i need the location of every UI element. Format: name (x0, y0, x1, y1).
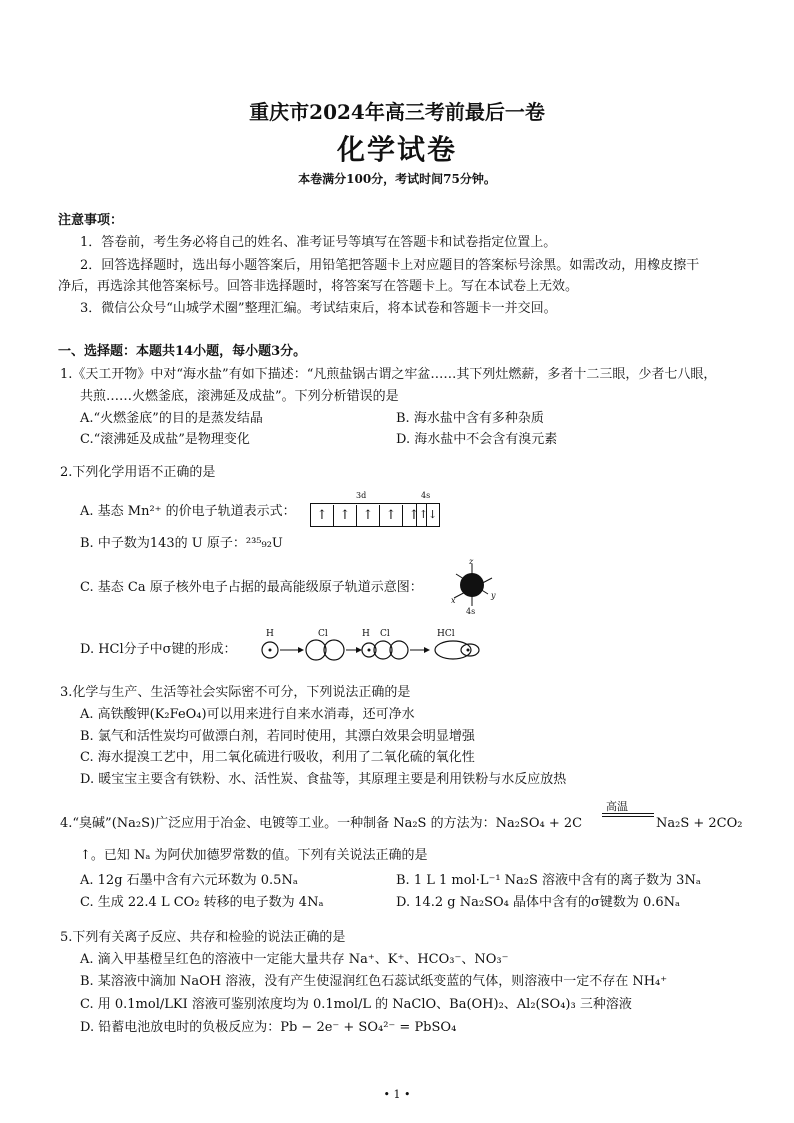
orbital-3d-1: ↑ (311, 505, 334, 527)
section-heading: 一、选择题：本题共14小题，每小题3分。 (58, 344, 307, 359)
hcl-sigma-diagram (256, 628, 496, 668)
q3-option-b: B. 氯气和活性炭均可做漂白剂，若同时使用，其漂白效果会明显增强 (80, 729, 475, 744)
q1-option-b: B. 海水盐中含有多种杂质 (396, 411, 544, 426)
q2-option-a: A. 基态 Mn²⁺ 的价电子轨道表示式： (80, 504, 296, 519)
hcl-label-h2: H (362, 629, 370, 639)
orbital-3d-3: ↑ (357, 505, 380, 527)
reaction-line-bottom (602, 816, 654, 817)
axis-y-label: y (491, 591, 496, 600)
hcl-label-cl1: Cl (318, 629, 328, 639)
q5-option-c: C. 用 0.1mol/LKI 溶液可鉴别浓度均为 0.1mol/L 的 NaClO、Ba(OH)₂、Al₂(SO₄)₃ 三种溶液 (80, 997, 632, 1012)
orbital-4s: ↑↓ (416, 503, 440, 527)
label-4s: 4s (421, 491, 431, 500)
reaction-condition: 高温 (606, 800, 628, 813)
q4-option-c: C. 生成 22.4 L CO₂ 转移的电子数为 4Nₐ (80, 895, 324, 910)
q5-option-a: A. 滴入甲基橙呈红色的溶液中一定能大量共存 Na⁺、K⁺、HCO₃⁻、NO₃⁻ (80, 952, 509, 967)
q1-option-d: D. 海水盐中不会含有溴元素 (396, 432, 558, 447)
q5-stem: 5.下列有关离子反应、共存和检验的说法正确的是 (60, 930, 346, 945)
page-number: • 1 • (383, 1088, 411, 1101)
axis-x-label: x (451, 596, 456, 605)
q2-option-d: D. HCl分子中σ键的形成： (80, 642, 237, 657)
q1-stem-cont: 共煎……火燃釜底，滚沸延及成盐”。下列分析错误的是 (80, 389, 399, 404)
reaction-line-top (602, 813, 654, 814)
q4-option-b: B. 1 L 1 mol·L⁻¹ Na₂S 溶液中含有的离子数为 3Nₐ (396, 873, 701, 888)
orbital-4s-label: 4s (466, 607, 476, 616)
q3-stem: 3.化学与生产、生活等社会实际密不可分，下列说法正确的是 (60, 685, 411, 700)
notice-item-1: 1．答卷前，考生务必将自己的姓名、准考证号等填写在答题卡和试卷指定位置上。 (80, 235, 557, 250)
q4-stem-end: Na₂S + 2CO₂ (656, 816, 743, 831)
q5-option-b: B. 某溶液中滴加 NaOH 溶液，没有产生使湿润红色石蕊试纸变蓝的气体，则溶液中一定不存在 NH₄⁺ (80, 974, 668, 989)
orbital-3d-box (310, 503, 427, 527)
notice-item-2: 2．回答选择题时，选出每小题答案后，用铅笔把答题卡上对应题目的答案标号涂黑。如需改动，用橡皮擦干 (80, 258, 700, 273)
q2-stem: 2.下列化学用语不正确的是 (60, 465, 216, 480)
q1-option-a: A.“火燃釜底”的目的是蒸发结晶 (80, 411, 263, 426)
orbital-3d-5: ↑ (408, 508, 420, 523)
q2-option-b: B. 中子数为143的 U 原子：²³⁵₉₂U (80, 536, 283, 551)
exam-title: 化学试卷 (336, 133, 457, 166)
hcl-label-h1: H (266, 629, 274, 639)
notice-item-3: 3．微信公众号“山城学术圈”整理汇编。考试结束后，将本试卷和答题卡一并交回。 (80, 301, 557, 316)
notice-heading: 注意事项： (58, 213, 124, 228)
orbital-3d-4: ↑ (380, 505, 403, 527)
notice-item-2-cont: 净后，再选涂其他答案标号。回答非选择题时，将答案写在答题卡上。写在本试卷上无效。 (58, 279, 579, 294)
hcl-label-cl2: Cl (380, 629, 390, 639)
q4-option-d: D. 14.2 g Na₂SO₄ 晶体中含有的σ键数为 0.6Nₐ (396, 895, 681, 910)
hcl-label-hcl: HCl (437, 629, 455, 639)
q4-stem: 4.“臭碱”(Na₂S)广泛应用于冶金、电镀等工业。一种制备 Na₂S 的方法为：Na₂SO₄ + 2C (60, 816, 583, 831)
q4-stem-cont: ↑。已知 Nₐ 为阿伏加德罗常数的值。下列有关说法正确的是 (80, 848, 428, 863)
axis-z-label: z (469, 557, 474, 566)
q5-option-d: D. 铅蓄电池放电时的负极反应为：Pb − 2e⁻ + SO₄²⁻ = PbSO₄ (80, 1020, 457, 1035)
s-orbital-diagram (446, 558, 506, 622)
q4-option-a: A. 12g 石墨中含有六元环数为 0.5Nₐ (80, 873, 298, 888)
score-line: 本卷满分100分，考试时间75分钟。 (298, 172, 496, 186)
q1-option-c: C.“滚沸延及成盐”是物理变化 (80, 432, 250, 447)
q3-option-c: C. 海水提溴工艺中，用二氧化硫进行吸收，利用了二氧化硫的氧化性 (80, 750, 475, 765)
label-3d: 3d (356, 491, 367, 500)
q2-option-c: C. 基态 Ca 原子核外电子占据的最高能级原子轨道示意图： (80, 580, 423, 595)
orbital-3d-2: ↑ (334, 505, 357, 527)
q3-option-d: D. 暖宝宝主要含有铁粉、水、活性炭、食盐等，其原理主要是利用铁粉与水反应放热 (80, 772, 567, 787)
q3-option-a: A. 高铁酸钾(K₂FeO₄)可以用来进行自来水消毒，还可净水 (80, 707, 415, 722)
exam-subtitle: 重庆市2024年高三考前最后一卷 (249, 100, 545, 124)
q1-stem: 1.《天工开物》中对“海水盐”有如下描述：“凡煎盐锅古谓之牢盆……其下列灶燃薪，多者十二三眼，少者七八眼， (60, 367, 717, 382)
